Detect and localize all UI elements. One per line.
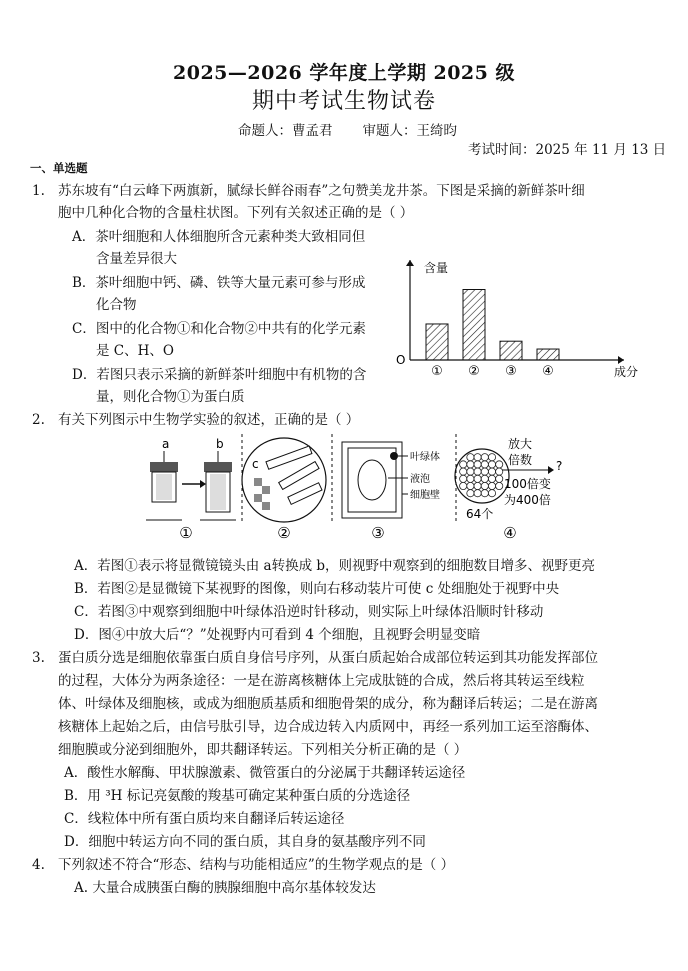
figure-2-label: ② [277,524,291,542]
authors-line [238,119,457,139]
cell-circle [474,454,481,461]
exam-time: 考试时间：2025 年 11 月 13 日 [468,142,667,158]
q1-stem-line-2: 胞中几种化合物的含量柱状图。下列有关叙述正确的是（ ） [58,205,414,221]
q3-stem-line-2: 的过程，大体分为两条途径：一是在游离核糖体上完成肽链的合成，然后将其转运至线粒 [58,673,585,689]
cell-circle [474,468,481,475]
cell-circle [474,461,481,468]
q4-option-a: A. 大量合成胰蛋白酶的胰腺细胞中高尔基体较发达 [74,880,376,896]
figure-3-label: ③ [371,524,385,542]
cell-circle [488,482,495,489]
q3-stem-line-3: 体、叶绿体及细胞核，或成为细胞质基质和细胞骨架的成分，称为翻译后转运；二是在游离 [58,696,598,712]
cell-circle [496,461,503,468]
cell-circle [467,468,474,475]
q1-option-b-line-1: B．茶叶细胞中钙、磷、铁等大量元素可参与形成 [72,275,366,291]
q2-stem: 有关下列图示中生物学实验的叙述，正确的是（ ） [58,412,360,428]
plant-cell-figure [342,442,440,542]
cell-circle [481,490,488,497]
cell-circle [467,482,474,489]
chart-bar [426,324,448,360]
magnification-text-4: 为400倍 [504,493,551,507]
magnification-text-3: 100倍变 [504,477,551,491]
lens-b-label: b [216,437,224,451]
cell-circle [460,482,467,489]
q3-option-a: A．酸性水解酶、甲状腺激素、微管蛋白的分泌属于共翻译转运途径 [64,765,466,781]
cell-circle [488,475,495,482]
chart-bar [463,290,485,361]
figure-1-label: ① [179,524,193,542]
chart-bar [537,349,559,360]
cell-circle [467,454,474,461]
cell-circle [481,468,488,475]
q4-stem: 下列叙述不符合“形态、结构与功能相适应”的生物学观点的是（ ） [58,857,455,873]
lens-a-cap [150,462,178,472]
cell-circle [496,482,503,489]
vacuole-label: 液泡 [410,474,430,485]
cell-circle [467,475,474,482]
title-line-1: 2025—2026 学年度上学期 2025 级 [173,62,515,84]
microscope-field-figure [242,438,326,542]
cell-circle [460,461,467,468]
unknown-count: ? [556,459,562,473]
cell-circle [460,475,467,482]
chart-category-label: ② [468,364,480,379]
cell-circle [496,468,503,475]
lens-b-cap [204,462,232,472]
magnification-text-1: 放大 [508,437,533,451]
q3-stem-line-4: 核糖体上起始之后，由信号肽引导，边合成边转入内质网中，再经一系列加工运至溶酶体、 [58,719,598,735]
chart-bar [500,341,522,360]
cell-c-label: c [252,457,259,471]
cell-circle [488,461,495,468]
chart-origin-label: O [396,353,406,367]
cell-circle [460,468,467,475]
chart-y-arrow [406,260,414,266]
q2-option-d: D．图④中放大后“？”处视野内可看到 4 个细胞，且视野会明显变暗 [74,627,481,643]
cell-circle [481,475,488,482]
q1-option-d-line-2: 量，则化合物①为蛋白质 [96,389,245,405]
q2-option-c: C．若图③中观察到细胞中叶绿体沿逆时针移动，则实际上叶绿体沿顺时针移动 [74,604,544,620]
cell-circle [474,475,481,482]
q1-number: 1. [32,183,45,199]
magnification-figure [455,436,562,542]
q1-option-b-line-2: 化合物 [96,297,137,313]
chart-category-label: ④ [542,364,554,379]
cell-circle [488,490,495,497]
title-line-2: 期中考试生物试卷 [251,89,436,114]
cell-circle [488,468,495,475]
section-heading: 一、单选题 [30,161,88,175]
cell-circle [467,490,474,497]
figure-4-label: ④ [503,524,517,542]
cell-circle [496,475,503,482]
q2-figure-strip [138,434,562,544]
chart-category-label: ① [431,364,443,379]
chart-y-label: 含量 [424,261,449,275]
chart-x-arrow [618,356,624,364]
cell-circle [467,461,474,468]
lens-a-label: a [162,437,170,451]
q2-option-b: B．若图②是显微镜下某视野的图像，则向右移动装片可使 c 处细胞处于视野中央 [74,581,560,597]
magnification-text-2: 倍数 [508,453,533,467]
q3-option-b: B．用 ³H 标记亮氨酸的羧基可确定某种蛋白质的分选途径 [64,788,411,804]
chloroplast-label: 叶绿体 [410,452,440,463]
q3-stem-line-5: 细胞膜或分泌到细胞外，即共翻译转运。下列相关分析正确的是（ ） [58,742,468,758]
q3-option-d: D．细胞中转运方向不同的蛋白质，其自身的氨基酸序列不同 [64,834,426,850]
q1-option-c-line-2: 是 C、H、O [96,343,174,359]
q3-option-c: C．线粒体中所有蛋白质均来自翻译后转运途径 [64,811,345,827]
cell-circle [481,461,488,468]
q2-number: 2. [32,412,45,428]
cell-circle [481,454,488,461]
q1-option-d-line-1: D．若图只表示采摘的新鲜茶叶细胞中有机物的含 [72,367,367,383]
q4-number: 4. [32,857,45,873]
q1-option-a-line-2: 含量差异很大 [96,251,177,267]
cell-wall-label: 细胞壁 [410,490,440,501]
q1-option-a-line-1: A．茶叶细胞和人体细胞所含元素种类大致相同但 [72,229,366,245]
cell-circle [481,482,488,489]
compound-content-bar-chart [392,252,652,387]
objective-lens-figure [146,437,236,542]
chart-x-label: 成分 [614,365,639,379]
chart-category-label: ③ [505,364,517,379]
cell-circle [474,482,481,489]
reviewer: 审题人：王绮昀 [362,123,457,139]
q1-stem-line-1: 苏东坡有“白云峰下两旗新，腻绿长鲜谷雨春”之句赞美龙井茶。下图是采摘的新鲜茶叶细 [58,183,585,199]
author: 命题人：曹孟君 [238,123,333,139]
cell-circle [474,490,481,497]
q3-number: 3. [32,650,45,666]
cell-circle [488,454,495,461]
q1-option-c-line-1: C．图中的化合物①和化合物②中共有的化学元素 [72,321,366,337]
q3-stem-line-1: 蛋白质分选是细胞依靠蛋白质自身信号序列，从蛋白质起始合成部位转运到其功能发挥部位 [58,650,598,666]
q2-option-a: A．若图①表示将显微镜镜头由 a转换成 b，则视野中观察到的细胞数目增多、视野更亮 [74,558,596,574]
cell-count: 64个 [466,507,494,521]
